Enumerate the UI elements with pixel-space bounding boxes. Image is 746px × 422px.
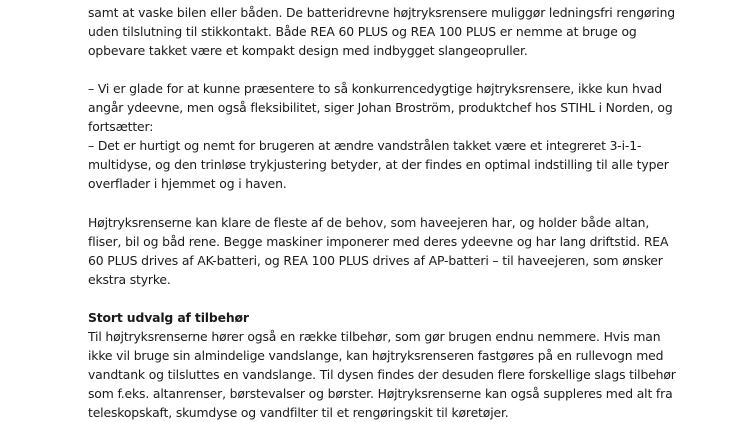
text-line: fliser, bil og båd rene. Begge maskiner imponerer med deres ydeevne og har lang driftstid. REA bbox=[88, 233, 669, 249]
text-line: – Det er hurtigt og nemt for brugeren at ændre vandstrålen takket være et integreret 3-i-1- bbox=[88, 138, 642, 154]
paragraph-spacer bbox=[88, 289, 708, 308]
text-line: samt at vaske bilen eller båden. De batteridrevne højtryksrensere muliggør ledningsfri rengøring bbox=[88, 5, 676, 20]
text-line: fortsætter: bbox=[88, 119, 154, 135]
text-line: multidyse, og den trinløse trykjustering betyder, at der findes en optimal indstilling til alle typer bbox=[88, 157, 669, 173]
text-line: opbevare takket være et kompakt design med indbygget slangeopruller. bbox=[88, 43, 528, 59]
paragraph-spacer bbox=[88, 60, 708, 79]
text-line: vandtank og tilsluttes en vandslange. Til dysen findes der desuden flere forskellige slags tilbehør bbox=[88, 366, 676, 382]
paragraph-battery bbox=[88, 3, 708, 60]
text-line: ekstra styrke. bbox=[88, 271, 171, 287]
text-line: – Vi er glade for at kunne præsentere to så konkurrencedygtige højtryksrensere, ikke kun hvad bbox=[88, 81, 663, 97]
text-line: angår ydeevne, men også fleksibilitet, siger Johan Broström, produktchef hos STIHL i Norden, og bbox=[88, 100, 673, 116]
section-heading: Stort udvalg af tilbehør bbox=[88, 309, 249, 325]
text-line: teleskopskaft, skumdyse og vandfilter til et rengøringskit til køretøjer. bbox=[88, 404, 509, 420]
text-line: Til højtryksrenserne hører også en række tilbehør, som gør brugen endnu nemmere. Hvis man bbox=[88, 328, 661, 344]
text-line: overflader i hjemmet og i haven. bbox=[88, 176, 287, 192]
text-line: ikke vil bruge sin almindelige vandslange, kan højtryksrenseren fastgøres på en rullevogn med bbox=[88, 347, 664, 363]
text-line: uden tilslutning til stikkontakt. Både REA 60 PLUS og REA 100 PLUS er nemme at bruge og bbox=[88, 24, 637, 40]
paragraph-spacer bbox=[88, 193, 708, 212]
paragraph-quote bbox=[88, 79, 708, 193]
section-accessories bbox=[88, 308, 708, 422]
paragraph-performance bbox=[88, 213, 708, 289]
text-line: som f.eks. altanrenser, børstevalser og børster. Højtryksrenserne kan også suppleres med alt fra bbox=[88, 385, 673, 401]
text-line: Højtryksrenserne kan klare de fleste af de behov, som haveejeren har, og holder både altan, bbox=[88, 214, 650, 230]
text-line: 60 PLUS drives af AK-batteri, og REA 100 PLUS drives af AP-batteri – til haveejeren, som ønsker bbox=[88, 252, 663, 268]
document-page bbox=[88, 0, 708, 422]
